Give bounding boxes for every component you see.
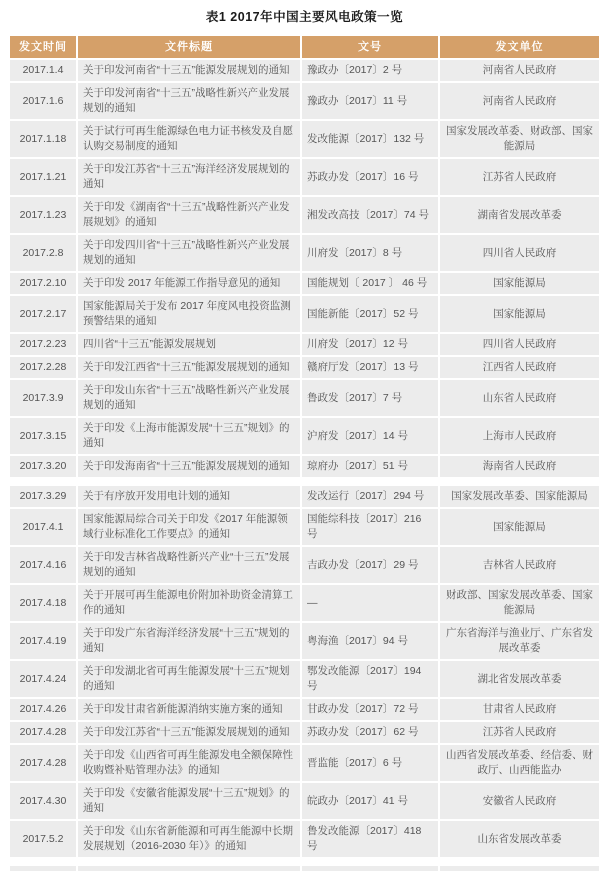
table-row xyxy=(10,821,599,857)
cell-date: 2017.3.20 xyxy=(10,456,76,477)
cell-issuer: 甘肃省人民政府 xyxy=(440,699,599,720)
table-row xyxy=(10,121,599,157)
cell-title: 关于印发山东省“十三五”战略性新兴产业发展规划的通知 xyxy=(78,380,300,416)
cell-doc-no: 晋监能〔2017〕6 号 xyxy=(302,745,438,781)
cell-date: 2017.1.23 xyxy=(10,197,76,233)
policy-table-section xyxy=(8,864,601,873)
cell-issuer: 国家发展改革委、国家能源局 xyxy=(440,486,599,507)
cell-issuer: 广东省海洋与渔业厅、广东省发展改革委 xyxy=(440,623,599,659)
cell-issuer: 国家能源局 xyxy=(440,296,599,332)
cell-date: 2017.3.15 xyxy=(10,418,76,454)
cell-title: 关于印发江苏省“十三五”海洋经济发展规划的通知 xyxy=(78,159,300,195)
table-row xyxy=(10,357,599,378)
cell-doc-no: 苏政办发〔2017〕16 号 xyxy=(302,159,438,195)
table-row xyxy=(10,745,599,781)
cell-title: 关于印发海南省“十三五”能源发展规划的通知 xyxy=(78,456,300,477)
page-title: 表1 2017年中国主要风电政策一览 xyxy=(205,10,404,24)
cell-date: 2017.1.21 xyxy=(10,159,76,195)
cell-date: 2017.1.18 xyxy=(10,121,76,157)
cell-issuer xyxy=(440,866,599,871)
table-row xyxy=(10,866,599,871)
policy-table-section xyxy=(8,484,601,859)
cell-title: 关于印发河南省“十三五”战略性新兴产业发展规划的通知 xyxy=(78,83,300,119)
table-row xyxy=(10,547,599,583)
cell-doc-no: 甘政办发〔2017〕72 号 xyxy=(302,699,438,720)
table-row xyxy=(10,456,599,477)
cell-issuer: 湖北省发展改革委 xyxy=(440,661,599,697)
cell-date: 2017.2.17 xyxy=(10,296,76,332)
cell-issuer: 上海市人民政府 xyxy=(440,418,599,454)
table-row xyxy=(10,722,599,743)
cell-title: 关于印发吉林省战略性新兴产业“十三五”发展规划的通知 xyxy=(78,547,300,583)
cell-title: 关于印发《山东省新能源和可再生能源中长期发展规划（2016-2030 年）》的通知 xyxy=(78,821,300,857)
cell-title: 国家能源局关于发布 2017 年度风电投资监测预警结果的通知 xyxy=(78,296,300,332)
cell-doc-no: 鄂发改能源〔2017〕194 号 xyxy=(302,661,438,697)
cell-title: 关于印发 2017 年能源工作指导意见的通知 xyxy=(78,273,300,294)
cell-issuer: 安徽省人民政府 xyxy=(440,783,599,819)
cell-doc-no: 赣府厅发〔2017〕13 号 xyxy=(302,357,438,378)
table-row xyxy=(10,699,599,720)
cell-title: 关于印发《安徽省能源发展“十三五”规划》的通知 xyxy=(78,783,300,819)
cell-title: 关于印发甘肃省新能源消纳实施方案的通知 xyxy=(78,699,300,720)
cell-title: 关于开展可再生能源电价附加补助资金清算工作的通知 xyxy=(78,585,300,621)
cell-date: 2017.3.29 xyxy=(10,486,76,507)
cell-doc-no: 吉政办发〔2017〕29 号 xyxy=(302,547,438,583)
table-row xyxy=(10,783,599,819)
cell-doc-no: 苏政办发〔2017〕62 号 xyxy=(302,722,438,743)
cell-title: 关于印发四川省“十三五”战略性新兴产业发展规划的通知 xyxy=(78,235,300,271)
cell-issuer: 山东省发展改革委 xyxy=(440,821,599,857)
table-row xyxy=(10,623,599,659)
cell-title: 关于印发湖北省可再生能源发展“十三五”规划的通知 xyxy=(78,661,300,697)
table-row xyxy=(10,661,599,697)
cell-title: 关于印发《山西省可再生能源发电全额保障性收购暨补贴管理办法》的通知 xyxy=(78,745,300,781)
column-header-issuer: 发文单位 xyxy=(440,36,599,58)
cell-date: 2017.4.19 xyxy=(10,623,76,659)
cell-date: 2017.2.10 xyxy=(10,273,76,294)
table-row xyxy=(10,273,599,294)
table-row xyxy=(10,235,599,271)
cell-doc-no: 川府发〔2017〕8 号 xyxy=(302,235,438,271)
cell-doc-no: 鲁政发〔2017〕7 号 xyxy=(302,380,438,416)
cell-date: 2017.4.16 xyxy=(10,547,76,583)
cell-date: 2017.4.26 xyxy=(10,699,76,720)
cell-doc-no: 粤海渔〔2017〕94 号 xyxy=(302,623,438,659)
cell-issuer: 江苏省人民政府 xyxy=(440,722,599,743)
cell-title: 关于印发江西省“十三五”能源发展规划的通知 xyxy=(78,357,300,378)
cell-date: 2017.4.28 xyxy=(10,722,76,743)
cell-date: 2017.2.23 xyxy=(10,334,76,355)
cell-doc-no: 豫政办〔2017〕11 号 xyxy=(302,83,438,119)
table-row xyxy=(10,418,599,454)
table-row xyxy=(10,509,599,545)
cell-doc-no xyxy=(302,866,438,871)
cell-issuer: 国家能源局 xyxy=(440,509,599,545)
table-row xyxy=(10,334,599,355)
cell-date: 2017.4.24 xyxy=(10,661,76,697)
cell-title: 关于试行可再生能源绿色电力证书核发及自愿认购交易制度的通知 xyxy=(78,121,300,157)
table-row xyxy=(10,159,599,195)
cell-title: 关于有序放开发用电计划的通知 xyxy=(78,486,300,507)
cell-title: 四川省“十三五”能源发展规划 xyxy=(78,334,300,355)
policy-table-section xyxy=(8,34,601,479)
cell-issuer: 财政部、国家发展改革委、国家能源局 xyxy=(440,585,599,621)
cell-doc-no: 国能新能〔2017〕52 号 xyxy=(302,296,438,332)
cell-title: 国家能源局综合司关于印发《2017 年能源领域行业标准化工作要点》的通知 xyxy=(78,509,300,545)
cell-issuer: 湖南省发展改革委 xyxy=(440,197,599,233)
table-row xyxy=(10,197,599,233)
cell-issuer: 河南省人民政府 xyxy=(440,83,599,119)
cell-date: 2017.4.1 xyxy=(10,509,76,545)
header-row xyxy=(10,36,599,58)
column-header-title: 文件标题 xyxy=(78,36,300,58)
cell-doc-no: 川府发〔2017〕12 号 xyxy=(302,334,438,355)
cell-date: 2017.2.8 xyxy=(10,235,76,271)
cell-issuer: 山西省发展改革委、经信委、财政厅、山西能监办 xyxy=(440,745,599,781)
cell-date: 2017.1.4 xyxy=(10,60,76,81)
cell-issuer: 江苏省人民政府 xyxy=(440,159,599,195)
cell-date: 2017.5.2 xyxy=(10,821,76,857)
cell-doc-no: 鲁发改能源〔2017〕418 号 xyxy=(302,821,438,857)
cell-issuer: 吉林省人民政府 xyxy=(440,547,599,583)
cell-title xyxy=(78,866,300,871)
table-row xyxy=(10,296,599,332)
cell-issuer: 山东省人民政府 xyxy=(440,380,599,416)
cell-doc-no: 国能规划〔 2017 〕 46 号 xyxy=(302,273,438,294)
table-row xyxy=(10,585,599,621)
cell-doc-no: 琼府办〔2017〕51 号 xyxy=(302,456,438,477)
cell-doc-no: 发改运行〔2017〕294 号 xyxy=(302,486,438,507)
cell-doc-no: 皖政办〔2017〕41 号 xyxy=(302,783,438,819)
cell-doc-no: 豫政办〔2017〕2 号 xyxy=(302,60,438,81)
cell-issuer: 四川省人民政府 xyxy=(440,235,599,271)
policy-table xyxy=(8,34,601,873)
table-row xyxy=(10,83,599,119)
cell-date: 2017.1.6 xyxy=(10,83,76,119)
cell-doc-no: 国能综科技〔2017〕216 号 xyxy=(302,509,438,545)
cell-date: 2017.4.18 xyxy=(10,585,76,621)
cell-date: 2017.3.9 xyxy=(10,380,76,416)
cell-title: 关于印发《湖南省“十三五”战略性新兴产业发展规划》的通知 xyxy=(78,197,300,233)
cell-issuer: 河南省人民政府 xyxy=(440,60,599,81)
table-row xyxy=(10,60,599,81)
column-header-date: 发文时间 xyxy=(10,36,76,58)
cell-issuer: 江西省人民政府 xyxy=(440,357,599,378)
cell-doc-no: 沪府发〔2017〕14 号 xyxy=(302,418,438,454)
cell-date xyxy=(10,866,76,871)
cell-title: 关于印发《上海市能源发展“十三五”规划》的通知 xyxy=(78,418,300,454)
cell-issuer: 国家能源局 xyxy=(440,273,599,294)
cell-doc-no: — xyxy=(302,585,438,621)
cell-title: 关于印发江苏省“十三五”能源发展规划的通知 xyxy=(78,722,300,743)
cell-date: 2017.4.30 xyxy=(10,783,76,819)
cell-issuer: 国家发展改革委、财政部、国家能源局 xyxy=(440,121,599,157)
cell-doc-no: 发改能源〔2017〕132 号 xyxy=(302,121,438,157)
cell-issuer: 海南省人民政府 xyxy=(440,456,599,477)
cell-doc-no: 湘发改高技〔2017〕74 号 xyxy=(302,197,438,233)
cell-title: 关于印发河南省“十三五”能源发展规划的通知 xyxy=(78,60,300,81)
table-row xyxy=(10,486,599,507)
table-row xyxy=(10,380,599,416)
cell-date: 2017.4.28 xyxy=(10,745,76,781)
cell-title: 关于印发广东省海洋经济发展“十三五”规划的通知 xyxy=(78,623,300,659)
cell-issuer: 四川省人民政府 xyxy=(440,334,599,355)
cell-date: 2017.2.28 xyxy=(10,357,76,378)
column-header-doc-no: 文号 xyxy=(302,36,438,58)
